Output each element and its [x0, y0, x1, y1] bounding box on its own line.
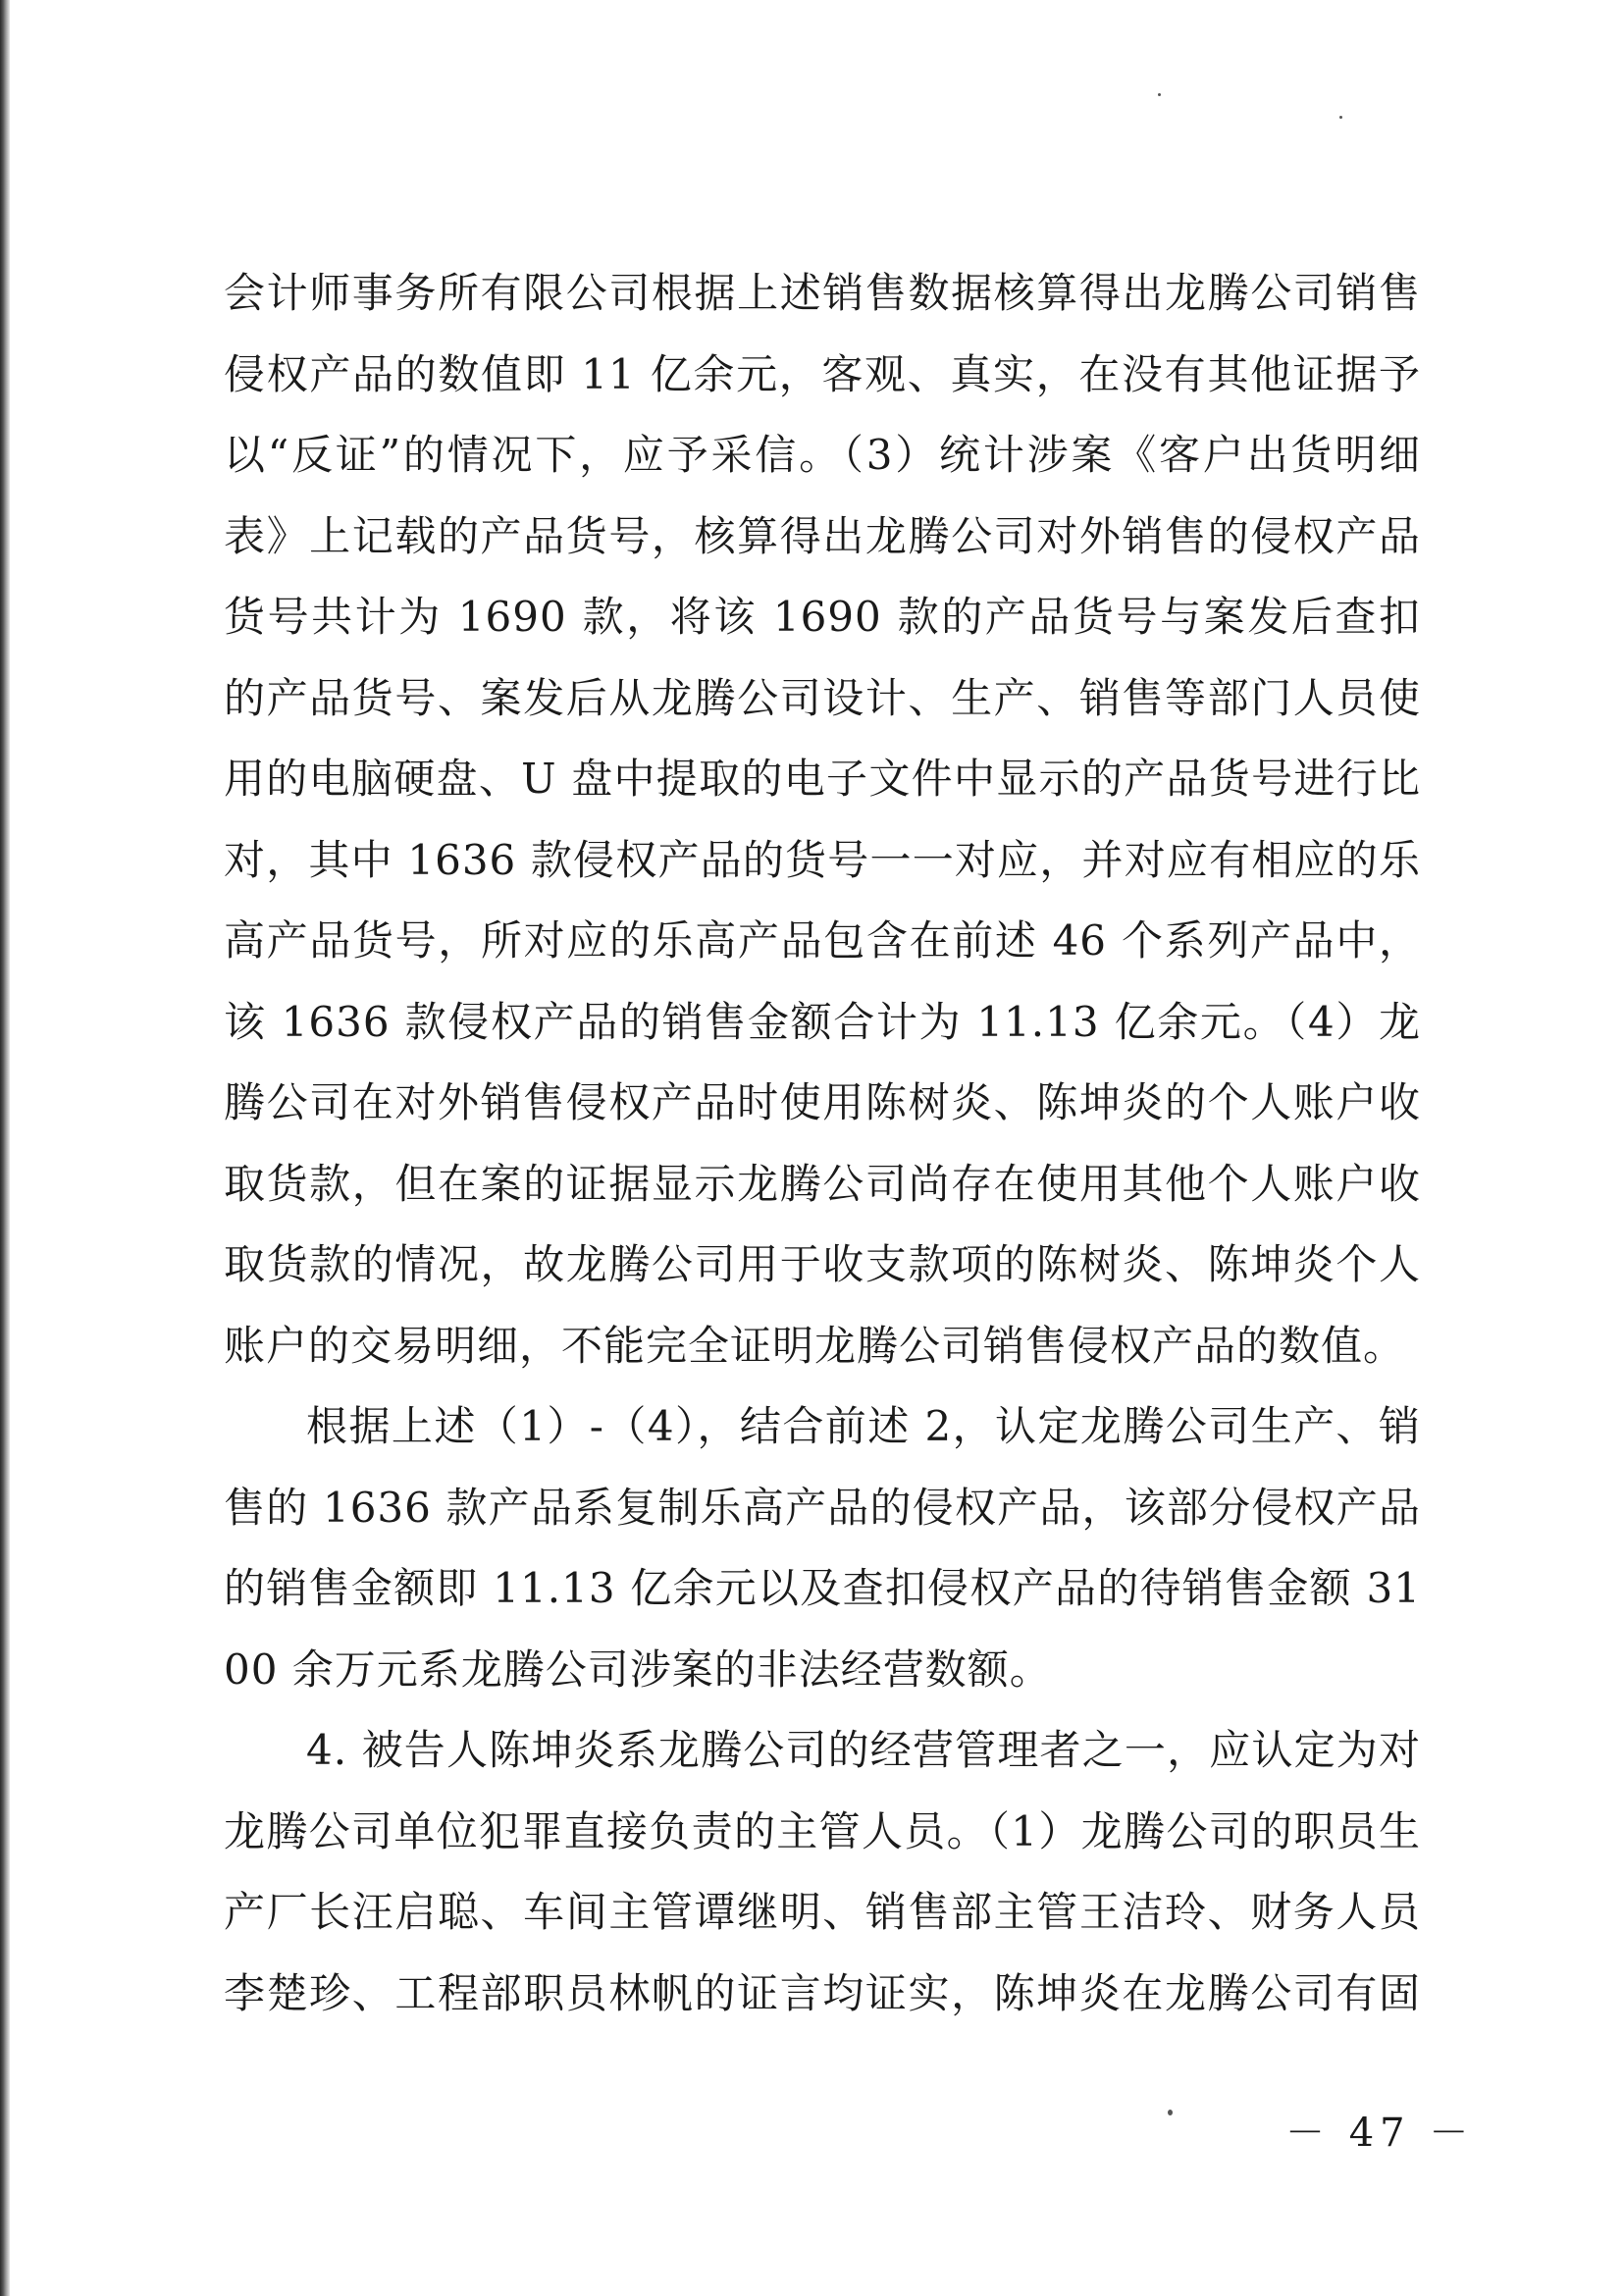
scan-speck	[1158, 93, 1161, 96]
document-body	[224, 253, 1421, 2034]
paragraph-1: 会计师事务所有限公司根据上述销售数据核算得出龙腾公司销售侵权产品的数值即 11 亿余元，客观、真实，在没有其他证据予以“反证”的情况下，应予采信。（3）统计涉案《客户出货明细表》上记载的产品货号，核算得出龙腾公司对外销售的侵权产品货号共计为 1690 款，将该 1690 款的产品货号与案发后查扣的产品货号、案发后从龙腾公司设计、生产、销售等部门人员使用的电脑硬盘、U 盘中提取的电子文件中显示的产品货号进行比对，其中 1636 款侵权产品的货号一一对应，并对应有相应的乐高产品货号，所对应的乐高产品包含在前述 46 个系列产品中，该 1636 款侵权产品的销售金额合计为 11.13 亿余元。（4）龙腾公司在对外销售侵权产品时使用陈树炎、陈坤炎的个人账户收取货款，但在案的证据显示龙腾公司尚存在使用其他个人账户收取货款的情况，故龙腾公司用于收支款项的陈树炎、陈坤炎个人账户的交易明细，不能完全证明龙腾公司销售侵权产品的数值。	[224, 269, 1421, 1370]
paragraph-3: 4. 被告人陈坤炎系龙腾公司的经营管理者之一，应认定为对龙腾公司单位犯罪直接负责的主管人员。（1）龙腾公司的职员生产厂长汪启聪、车间主管谭继明、销售部主管王洁玲、财务人员李楚珍、工程部职员林帆的证言均证实，陈坤炎在龙腾公司有固	[224, 1726, 1421, 2017]
page-number: － 47 －	[1285, 2111, 1475, 2156]
scan-speck	[1168, 2110, 1173, 2115]
scan-speck	[1339, 116, 1342, 119]
paragraph-2: 根据上述（1）-（4），结合前述 2，认定龙腾公司生产、销售的 1636 款产品系复制乐高产品的侵权产品，该部分侵权产品的销售金额即 11.13 亿余元以及查扣侵权产品的待销售金额 3100 余万元系龙腾公司涉案的非法经营数额。	[224, 1402, 1421, 1694]
scan-edge	[0, 0, 10, 2296]
